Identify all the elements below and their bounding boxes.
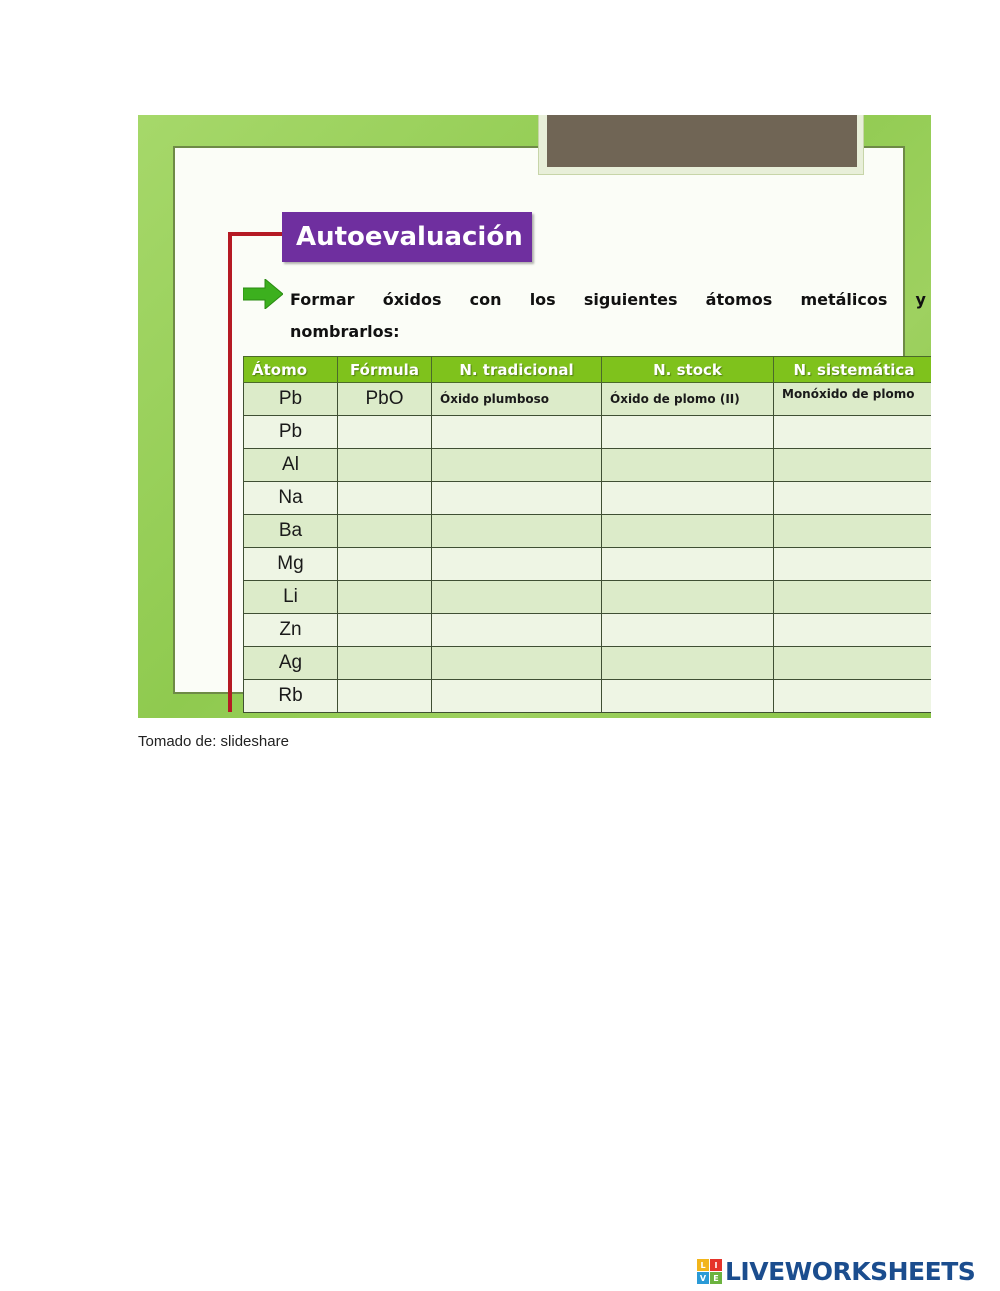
header-formula: Fórmula <box>338 357 432 383</box>
table-row <box>244 449 932 482</box>
cell-n-tradicional[interactable] <box>432 449 602 482</box>
cell-n-stock[interactable] <box>602 680 774 713</box>
table-row <box>244 383 932 416</box>
table-row <box>244 482 932 515</box>
slide-tab-block <box>547 115 857 167</box>
cell-atom: Mg <box>244 548 338 581</box>
cell-n-tradicional[interactable] <box>432 647 602 680</box>
instruction-line-1 <box>290 284 926 316</box>
cell-n-stock[interactable] <box>602 515 774 548</box>
cell-n-stock[interactable] <box>602 416 774 449</box>
slide-image <box>138 115 931 718</box>
slide-panel <box>173 146 926 706</box>
instruction-word: con <box>469 290 502 309</box>
cell-n-sistematica[interactable] <box>774 548 932 581</box>
cell-n-sistematica[interactable] <box>774 449 932 482</box>
cell-n-stock[interactable] <box>602 482 774 515</box>
cell-formula[interactable] <box>338 548 432 581</box>
cell-n-stock[interactable] <box>602 581 774 614</box>
cell-atom: Ba <box>244 515 338 548</box>
cell-atom: Al <box>244 449 338 482</box>
cell-atom: Ag <box>244 647 338 680</box>
cell-n-sistematica[interactable] <box>774 614 932 647</box>
cell-n-sistematica[interactable] <box>774 482 932 515</box>
table-row <box>244 548 932 581</box>
cell-n-tradicional[interactable] <box>432 416 602 449</box>
red-accent-line <box>228 232 284 236</box>
red-accent-line-vertical <box>228 234 232 712</box>
cell-n-tradicional[interactable] <box>432 515 602 548</box>
cell-n-stock[interactable] <box>602 614 774 647</box>
table-row <box>244 515 932 548</box>
cell-n-sistematica[interactable] <box>774 416 932 449</box>
cell-atom: Na <box>244 482 338 515</box>
cell-n-tradicional[interactable] <box>432 548 602 581</box>
cell-n-sistematica[interactable] <box>774 581 932 614</box>
header-n-sistematica: N. sistemática <box>774 357 932 383</box>
cell-n-tradicional[interactable] <box>432 482 602 515</box>
cell-formula[interactable] <box>338 515 432 548</box>
header-n-tradicional: N. tradicional <box>432 357 602 383</box>
cell-n-stock[interactable] <box>602 449 774 482</box>
instruction-text <box>290 284 926 348</box>
cell-formula[interactable] <box>338 482 432 515</box>
cell-formula[interactable] <box>338 614 432 647</box>
cell-n-sistematica[interactable] <box>774 647 932 680</box>
instruction-word: óxidos <box>382 290 442 309</box>
cell-n-tradicional[interactable] <box>432 614 602 647</box>
green-arrow-icon <box>243 279 283 309</box>
oxides-table <box>243 356 931 713</box>
cell-formula[interactable] <box>338 416 432 449</box>
cell-n-stock[interactable] <box>602 548 774 581</box>
source-caption: Tomado de: slideshare <box>138 733 289 750</box>
header-n-stock: N. stock <box>602 357 774 383</box>
cell-atom: Zn <box>244 614 338 647</box>
cell-formula[interactable] <box>338 680 432 713</box>
instruction-word: y <box>915 290 926 309</box>
slide-title: Autoevaluación <box>282 212 532 262</box>
cell-atom: Pb <box>244 383 338 416</box>
header-atomo: Átomo <box>244 357 338 383</box>
cell-n-tradicional[interactable] <box>432 581 602 614</box>
slide-top-tab <box>538 115 864 175</box>
cell-n-sistematica[interactable] <box>774 515 932 548</box>
table-row <box>244 581 932 614</box>
cell-formula[interactable] <box>338 449 432 482</box>
brand-name: LIVEWORKSHEETS <box>725 1256 976 1286</box>
table-row <box>244 614 932 647</box>
instruction-word: los <box>529 290 556 309</box>
cell-n-sistematica[interactable]: Monóxido de plomo <box>774 383 932 416</box>
table-row <box>244 647 932 680</box>
cell-atom: Rb <box>244 680 338 713</box>
instruction-word: átomos <box>705 290 773 309</box>
instruction-word: Formar <box>290 290 355 309</box>
table-header-row <box>244 357 932 383</box>
cell-n-sistematica[interactable] <box>774 680 932 713</box>
instruction-line-2: nombrarlos: <box>290 322 400 341</box>
cell-atom: Pb <box>244 416 338 449</box>
cell-atom: Li <box>244 581 338 614</box>
cell-n-stock[interactable]: Óxido de plomo (II) <box>602 383 774 416</box>
instruction-word: metálicos <box>800 290 888 309</box>
cell-formula[interactable] <box>338 647 432 680</box>
cell-formula[interactable] <box>338 581 432 614</box>
table-row <box>244 680 932 713</box>
liveworksheets-logo-icon: L I V E <box>697 1259 721 1283</box>
instruction-word: siguientes <box>583 290 678 309</box>
cell-formula[interactable]: PbO <box>338 383 432 416</box>
cell-n-stock[interactable] <box>602 647 774 680</box>
cell-n-tradicional[interactable]: Óxido plumboso <box>432 383 602 416</box>
liveworksheets-brand <box>697 1256 975 1286</box>
table-row <box>244 416 932 449</box>
cell-n-tradicional[interactable] <box>432 680 602 713</box>
